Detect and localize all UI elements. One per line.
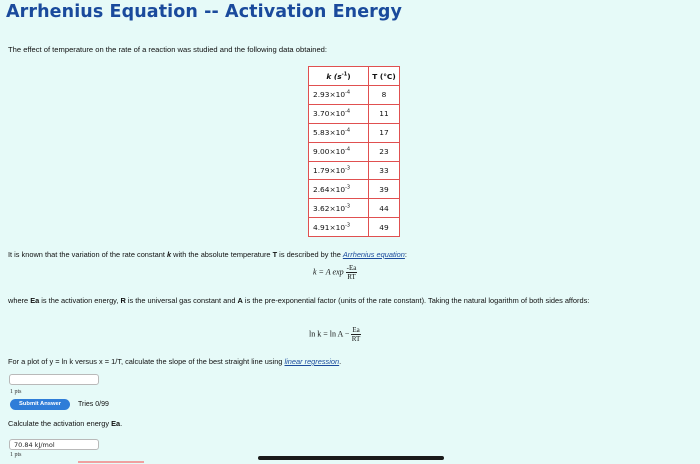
table-row bbox=[309, 161, 400, 180]
arrhenius-description: It is known that the variation of the rate constant k with the absolute temperature T is described by the Arrhenius equation: bbox=[8, 250, 407, 259]
table-row bbox=[309, 180, 400, 199]
k-value-cell: $3.70\times 10^{-4}$ bbox=[309, 104, 369, 123]
t-column-header: T (°C) bbox=[369, 67, 400, 86]
k-value-cell: $2.93\times 10^{-4}$ bbox=[309, 86, 369, 105]
temperature-cell: 11 bbox=[369, 104, 400, 123]
intro-text: The effect of temperature on the rate of a reaction was studied and the following data obtained: bbox=[8, 45, 328, 54]
k-value-cell: $1.79\times 10^{-3}$ bbox=[309, 161, 369, 180]
temperature-cell: 39 bbox=[369, 180, 400, 199]
temperature-cell: 49 bbox=[369, 218, 400, 237]
log-equation: ln k = ln A − $\frac{Ea}{RT}$ bbox=[309, 326, 361, 343]
arrhenius-equation: k = A exp $\frac{-Ea}{RT}$ bbox=[313, 264, 357, 281]
linear-regression-link[interactable]: linear regression bbox=[284, 357, 340, 366]
temperature-cell: 23 bbox=[369, 142, 400, 161]
home-indicator bbox=[258, 456, 444, 460]
k-value-cell: $9.00\times 10^{-4}$ bbox=[309, 142, 369, 161]
table-row bbox=[309, 142, 400, 161]
k-value-cell: $4.91\times 10^{-3}$ bbox=[309, 218, 369, 237]
points-label-2: 1 pts bbox=[10, 452, 22, 458]
k-value-cell: $3.62\times 10^{-3}$ bbox=[309, 199, 369, 218]
temperature-cell: 17 bbox=[369, 123, 400, 142]
temperature-cell: 44 bbox=[369, 199, 400, 218]
k-column-header: k $(s^{-1})$ bbox=[309, 67, 369, 86]
table-row bbox=[309, 86, 400, 105]
data-table bbox=[308, 66, 400, 237]
k-value-cell: $2.64\times 10^{-3}$ bbox=[309, 180, 369, 199]
temperature-cell: 33 bbox=[369, 161, 400, 180]
tries-counter: Tries 0/99 bbox=[78, 401, 109, 408]
table-row bbox=[309, 104, 400, 123]
arrhenius-equation-link[interactable]: Arrhenius equation bbox=[342, 250, 405, 259]
k-value-cell: $5.83\times 10^{-4}$ bbox=[309, 123, 369, 142]
table-row bbox=[309, 123, 400, 142]
temperature-cell: 8 bbox=[369, 86, 400, 105]
page-title: Arrhenius Equation -- Activation Energy bbox=[6, 2, 403, 22]
table-row bbox=[309, 218, 400, 237]
slope-answer-input[interactable] bbox=[9, 374, 99, 385]
activation-energy-prompt: Calculate the activation energy Ea. bbox=[8, 419, 123, 428]
plot-instruction: For a plot of y = ln k versus x = 1/T, calculate the slope of the best straight line using linear regression. bbox=[8, 357, 342, 366]
where-description: where Ea is the activation energy, R is the universal gas constant and A is the pre-exponential factor (units of the rate constant). Taking the natural logarithm of both sides affords: bbox=[8, 296, 590, 305]
activation-energy-input[interactable]: 70.84 kJ/mol bbox=[9, 439, 99, 450]
red-marker bbox=[78, 461, 144, 463]
table-row bbox=[309, 199, 400, 218]
submit-answer-button[interactable]: Submit Answer bbox=[10, 399, 70, 410]
points-label: 1 pts bbox=[10, 389, 22, 395]
